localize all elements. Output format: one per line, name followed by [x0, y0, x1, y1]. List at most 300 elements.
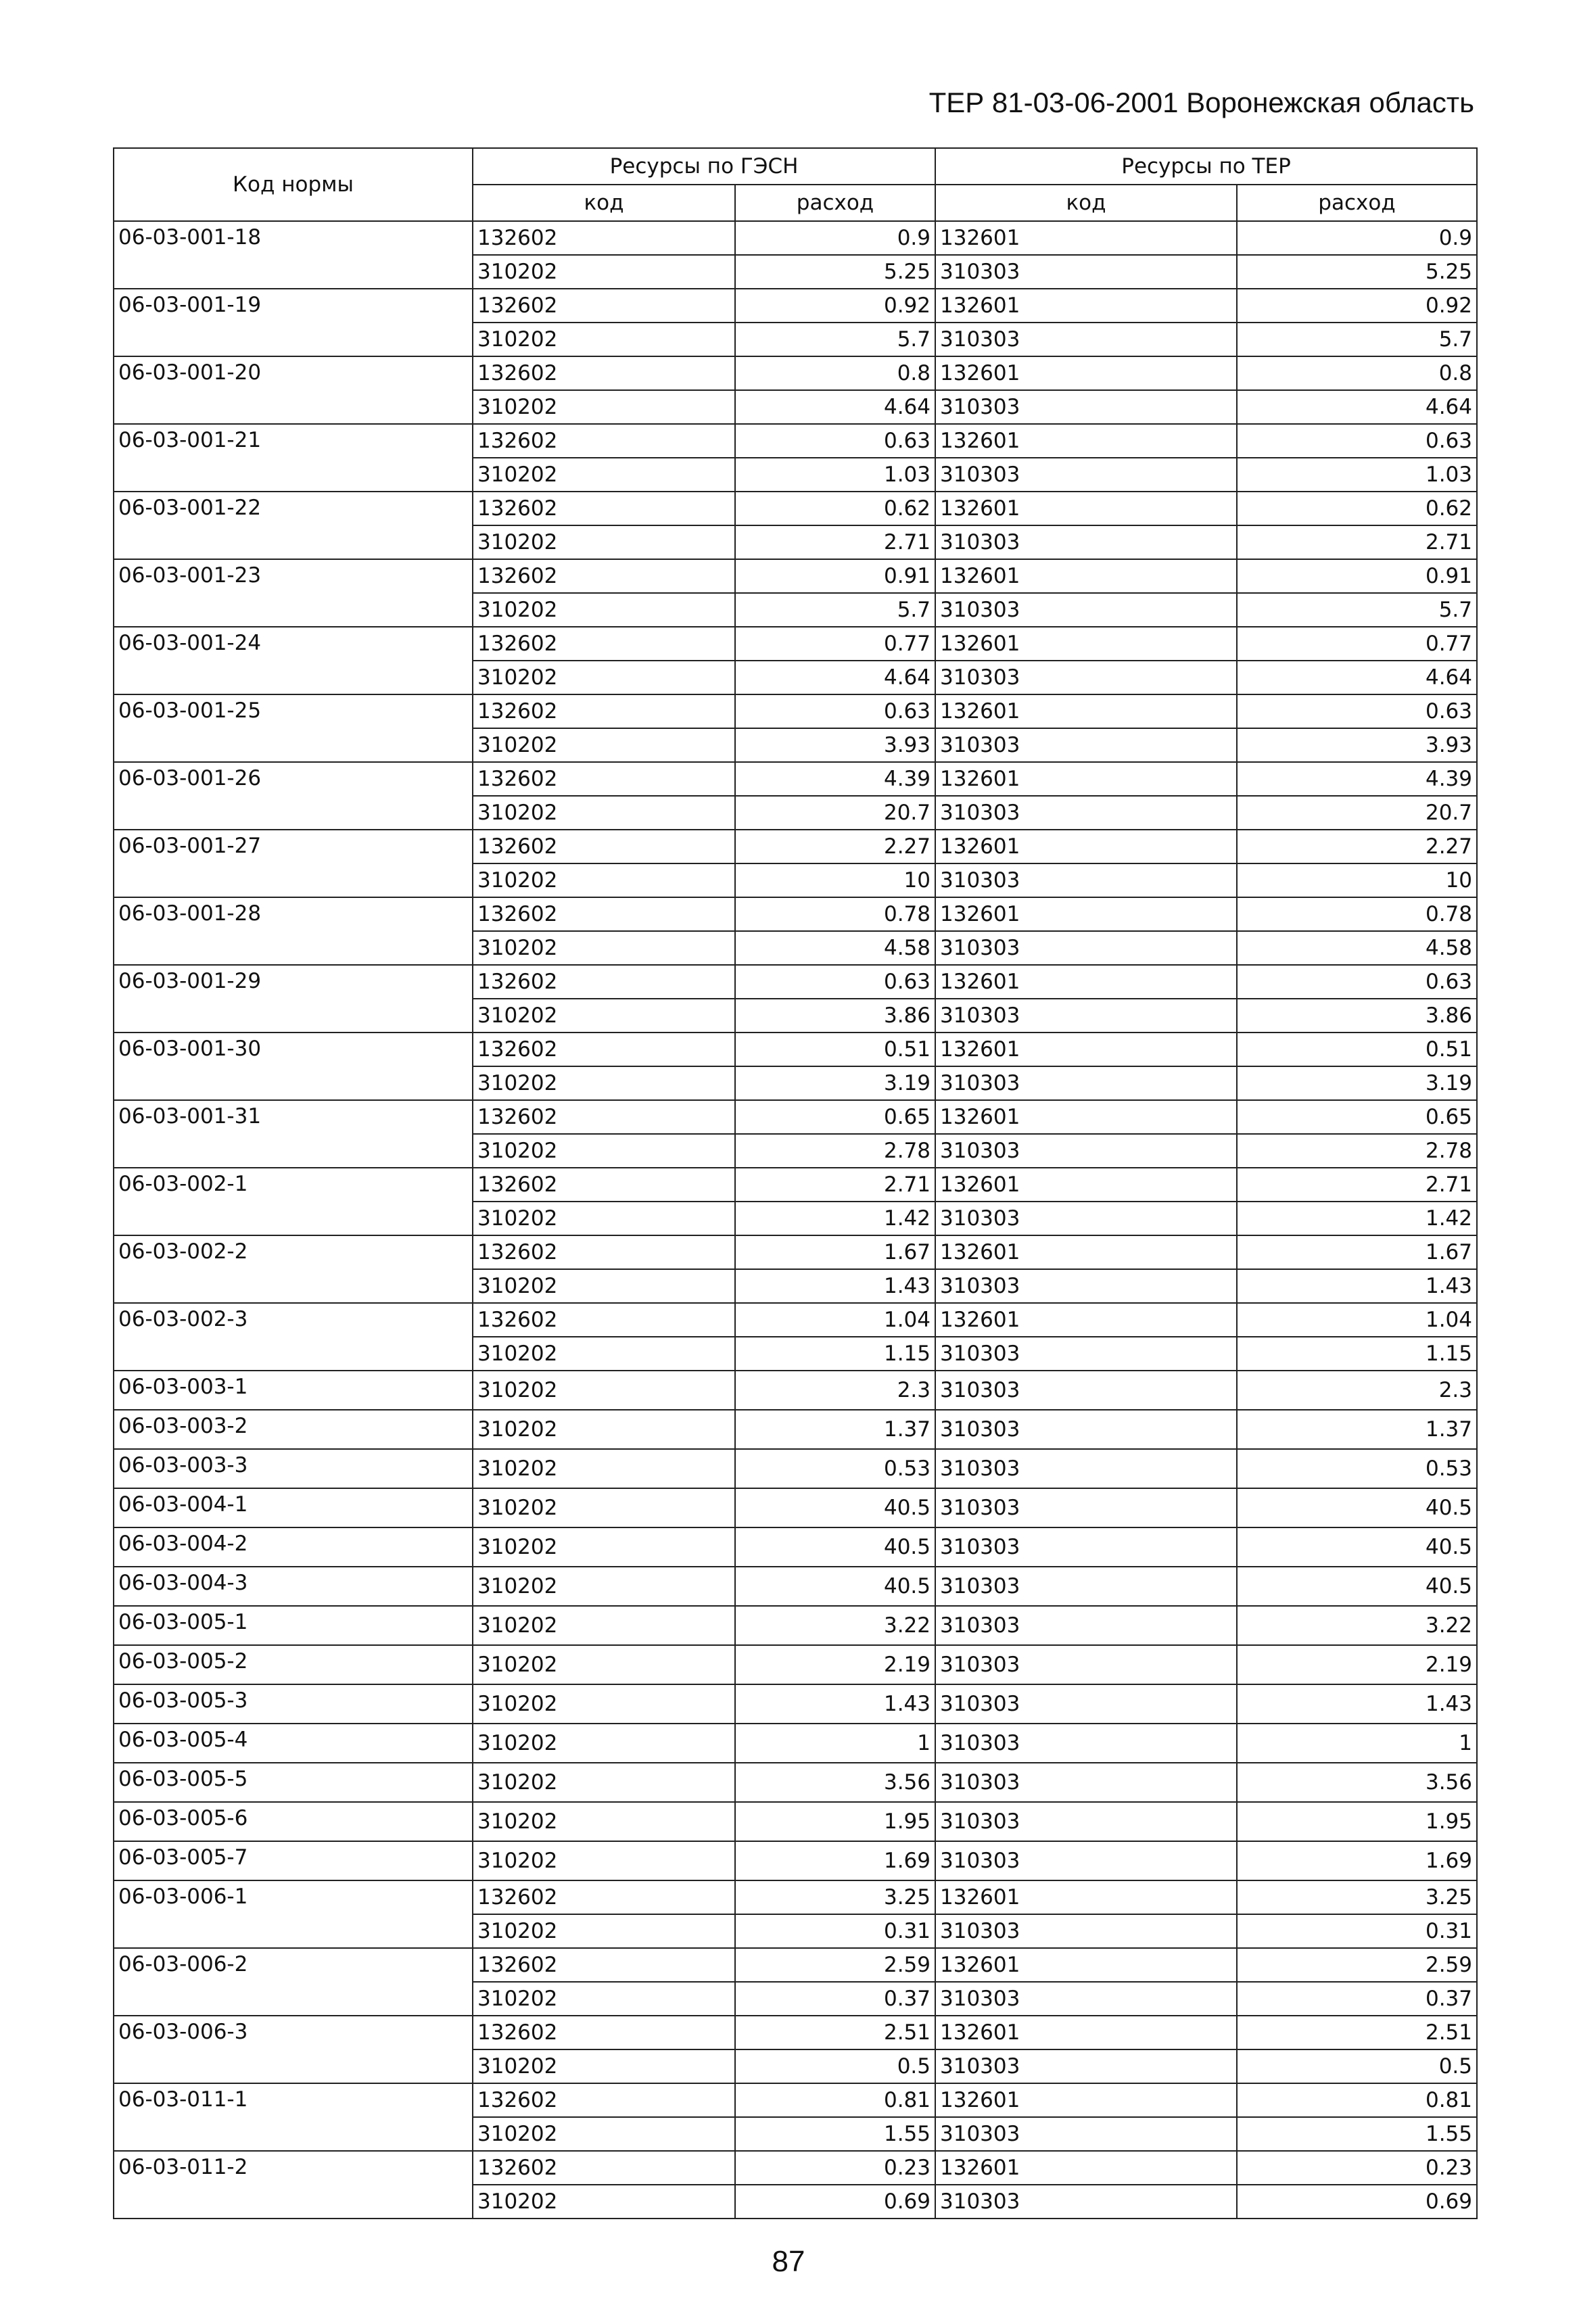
ter-code-cell: 132601 — [935, 1033, 1237, 1066]
gesn-code-cell: 132602 — [473, 627, 735, 661]
gesn-amount-cell: 3.19 — [735, 1066, 935, 1100]
ter-code-cell: 310303 — [935, 1269, 1237, 1303]
table-row — [114, 2083, 1477, 2117]
ter-amount-cell: 0.53 — [1237, 1449, 1477, 1488]
gesn-amount-cell: 0.65 — [735, 1100, 935, 1134]
gesn-code-cell: 310202 — [473, 661, 735, 694]
ter-amount-cell: 40.5 — [1237, 1488, 1477, 1527]
ter-amount-cell: 1.67 — [1237, 1235, 1477, 1269]
ter-code-cell: 310303 — [935, 525, 1237, 559]
page-number: 87 — [772, 2245, 805, 2278]
gesn-amount-cell: 2.51 — [735, 2016, 935, 2049]
gesn-code-cell: 310202 — [473, 2049, 735, 2083]
gesn-code-cell: 310202 — [473, 1202, 735, 1235]
ter-amount-cell: 0.91 — [1237, 559, 1477, 593]
gesn-amount-cell: 0.81 — [735, 2083, 935, 2117]
ter-code-cell: 310303 — [935, 1449, 1237, 1488]
gesn-amount-cell: 1.55 — [735, 2117, 935, 2151]
ter-amount-cell: 3.93 — [1237, 728, 1477, 762]
ter-code-cell: 132601 — [935, 2083, 1237, 2117]
header-norm-code: Код нормы — [114, 148, 473, 221]
norm-code-cell: 06-03-004-2 — [114, 1527, 473, 1567]
ter-code-cell: 310303 — [935, 1982, 1237, 2016]
ter-amount-cell: 4.64 — [1237, 661, 1477, 694]
gesn-code-cell: 132602 — [473, 2151, 735, 2185]
gesn-amount-cell: 3.86 — [735, 999, 935, 1033]
norm-code-cell: 06-03-005-4 — [114, 1724, 473, 1763]
ter-amount-cell: 1.15 — [1237, 1337, 1477, 1371]
ter-amount-cell: 1 — [1237, 1724, 1477, 1763]
norm-code-cell: 06-03-005-3 — [114, 1684, 473, 1724]
ter-code-cell: 310303 — [935, 1802, 1237, 1841]
gesn-amount-cell: 0.62 — [735, 492, 935, 525]
gesn-code-cell: 310202 — [473, 525, 735, 559]
gesn-code-cell: 132602 — [473, 424, 735, 458]
ter-amount-cell: 5.7 — [1237, 323, 1477, 356]
ter-code-cell: 132601 — [935, 559, 1237, 593]
ter-code-cell: 132601 — [935, 1948, 1237, 1982]
ter-code-cell: 310303 — [935, 1841, 1237, 1880]
ter-amount-cell: 0.78 — [1237, 897, 1477, 931]
ter-code-cell: 310303 — [935, 1724, 1237, 1763]
gesn-amount-cell: 4.39 — [735, 762, 935, 796]
gesn-amount-cell: 40.5 — [735, 1488, 935, 1527]
ter-amount-cell: 3.22 — [1237, 1606, 1477, 1645]
ter-code-cell: 310303 — [935, 728, 1237, 762]
table-row — [114, 1948, 1477, 1982]
ter-amount-cell: 0.62 — [1237, 492, 1477, 525]
gesn-code-cell: 310202 — [473, 593, 735, 627]
ter-code-cell: 310303 — [935, 796, 1237, 830]
gesn-amount-cell: 5.7 — [735, 593, 935, 627]
gesn-amount-cell: 0.63 — [735, 965, 935, 999]
norm-code-cell: 06-03-001-24 — [114, 627, 473, 694]
header-gesn-resources: Ресурсы по ГЭСН — [473, 148, 935, 185]
table-row — [114, 2151, 1477, 2185]
norm-code-cell: 06-03-003-3 — [114, 1449, 473, 1488]
ter-amount-cell: 2.3 — [1237, 1371, 1477, 1410]
ter-amount-cell: 1.43 — [1237, 1684, 1477, 1724]
ter-code-cell: 310303 — [935, 255, 1237, 289]
gesn-amount-cell: 1.03 — [735, 458, 935, 492]
gesn-code-cell: 132602 — [473, 1880, 735, 1914]
table-row — [114, 1488, 1477, 1527]
ter-amount-cell: 0.81 — [1237, 2083, 1477, 2117]
ter-code-cell: 132601 — [935, 1880, 1237, 1914]
table-row — [114, 762, 1477, 796]
table-row — [114, 2016, 1477, 2049]
gesn-amount-cell: 1.42 — [735, 1202, 935, 1235]
gesn-code-cell: 310202 — [473, 1134, 735, 1168]
ter-code-cell: 310303 — [935, 2185, 1237, 2219]
norm-code-cell: 06-03-001-19 — [114, 289, 473, 356]
gesn-amount-cell: 2.59 — [735, 1948, 935, 1982]
gesn-amount-cell: 0.8 — [735, 356, 935, 390]
ter-code-cell: 132601 — [935, 424, 1237, 458]
ter-code-cell: 310303 — [935, 1645, 1237, 1684]
gesn-amount-cell: 0.63 — [735, 424, 935, 458]
table-row — [114, 1100, 1477, 1134]
ter-amount-cell: 1.69 — [1237, 1841, 1477, 1880]
table-row — [114, 1235, 1477, 1269]
table-row — [114, 1763, 1477, 1802]
ter-amount-cell: 0.63 — [1237, 424, 1477, 458]
ter-amount-cell: 0.37 — [1237, 1982, 1477, 2016]
table-row — [114, 1527, 1477, 1567]
gesn-code-cell: 132602 — [473, 492, 735, 525]
gesn-code-cell: 132602 — [473, 221, 735, 255]
ter-code-cell: 132601 — [935, 830, 1237, 863]
ter-amount-cell: 20.7 — [1237, 796, 1477, 830]
ter-amount-cell: 0.63 — [1237, 694, 1477, 728]
table-row — [114, 1410, 1477, 1449]
norm-code-cell: 06-03-006-2 — [114, 1948, 473, 2016]
norm-code-cell: 06-03-001-27 — [114, 830, 473, 897]
gesn-code-cell: 310202 — [473, 1645, 735, 1684]
ter-code-cell: 310303 — [935, 1567, 1237, 1606]
gesn-amount-cell: 4.58 — [735, 931, 935, 965]
table-row — [114, 1802, 1477, 1841]
norm-code-cell: 06-03-002-3 — [114, 1303, 473, 1371]
header-ter-code: код — [935, 185, 1237, 221]
ter-code-cell: 310303 — [935, 1606, 1237, 1645]
ter-code-cell: 310303 — [935, 1066, 1237, 1100]
gesn-code-cell: 310202 — [473, 2117, 735, 2151]
norm-code-cell: 06-03-001-29 — [114, 965, 473, 1033]
table-body — [114, 221, 1477, 2219]
ter-amount-cell: 4.39 — [1237, 762, 1477, 796]
ter-amount-cell: 0.9 — [1237, 221, 1477, 255]
ter-amount-cell: 5.25 — [1237, 255, 1477, 289]
table-row — [114, 1303, 1477, 1337]
gesn-code-cell: 132602 — [473, 1100, 735, 1134]
gesn-code-cell: 310202 — [473, 1684, 735, 1724]
ter-amount-cell: 0.23 — [1237, 2151, 1477, 2185]
norm-code-cell: 06-03-011-2 — [114, 2151, 473, 2219]
table-row — [114, 965, 1477, 999]
gesn-code-cell: 310202 — [473, 1982, 735, 2016]
ter-code-cell: 132601 — [935, 1303, 1237, 1337]
ter-amount-cell: 1.55 — [1237, 2117, 1477, 2151]
table-row — [114, 1645, 1477, 1684]
gesn-amount-cell: 1.69 — [735, 1841, 935, 1880]
gesn-code-cell: 310202 — [473, 1724, 735, 1763]
ter-amount-cell: 5.7 — [1237, 593, 1477, 627]
norm-code-cell: 06-03-001-18 — [114, 221, 473, 289]
ter-amount-cell: 2.51 — [1237, 2016, 1477, 2049]
norm-code-cell: 06-03-003-1 — [114, 1371, 473, 1410]
gesn-code-cell: 132602 — [473, 965, 735, 999]
gesn-amount-cell: 3.22 — [735, 1606, 935, 1645]
gesn-amount-cell: 1.15 — [735, 1337, 935, 1371]
ter-code-cell: 310303 — [935, 1202, 1237, 1235]
gesn-code-cell: 132602 — [473, 2083, 735, 2117]
gesn-amount-cell: 1.04 — [735, 1303, 935, 1337]
ter-amount-cell: 1.43 — [1237, 1269, 1477, 1303]
gesn-amount-cell: 4.64 — [735, 661, 935, 694]
ter-code-cell: 132601 — [935, 762, 1237, 796]
document-title: ТЕР 81-03-06-2001 Воронежская область — [928, 87, 1474, 118]
gesn-code-cell: 132602 — [473, 830, 735, 863]
gesn-amount-cell: 3.56 — [735, 1763, 935, 1802]
ter-code-cell: 310303 — [935, 1763, 1237, 1802]
gesn-code-cell: 310202 — [473, 1066, 735, 1100]
table-row — [114, 1168, 1477, 1202]
ter-code-cell: 310303 — [935, 931, 1237, 965]
gesn-amount-cell: 0.5 — [735, 2049, 935, 2083]
gesn-code-cell: 310202 — [473, 1269, 735, 1303]
table-row — [114, 1684, 1477, 1724]
gesn-code-cell: 132602 — [473, 1168, 735, 1202]
norm-code-cell: 06-03-002-2 — [114, 1235, 473, 1303]
ter-amount-cell: 0.69 — [1237, 2185, 1477, 2219]
ter-code-cell: 310303 — [935, 1337, 1237, 1371]
norm-code-cell: 06-03-001-25 — [114, 694, 473, 762]
gesn-amount-cell: 1.43 — [735, 1684, 935, 1724]
ter-code-cell: 310303 — [935, 1527, 1237, 1567]
gesn-code-cell: 310202 — [473, 1449, 735, 1488]
gesn-amount-cell: 4.64 — [735, 390, 935, 424]
ter-code-cell: 310303 — [935, 1371, 1237, 1410]
ter-code-cell: 132601 — [935, 694, 1237, 728]
ter-code-cell: 132601 — [935, 492, 1237, 525]
norm-code-cell: 06-03-003-2 — [114, 1410, 473, 1449]
ter-code-cell: 310303 — [935, 1134, 1237, 1168]
ter-code-cell: 310303 — [935, 1410, 1237, 1449]
ter-code-cell: 310303 — [935, 593, 1237, 627]
norm-code-cell: 06-03-001-23 — [114, 559, 473, 627]
gesn-code-cell: 310202 — [473, 728, 735, 762]
ter-amount-cell: 0.65 — [1237, 1100, 1477, 1134]
ter-code-cell: 310303 — [935, 661, 1237, 694]
table-row — [114, 1880, 1477, 1914]
ter-code-cell: 310303 — [935, 999, 1237, 1033]
table-row — [114, 424, 1477, 458]
norm-code-cell: 06-03-005-5 — [114, 1763, 473, 1802]
ter-amount-cell: 0.8 — [1237, 356, 1477, 390]
ter-amount-cell: 0.51 — [1237, 1033, 1477, 1066]
gesn-code-cell: 310202 — [473, 390, 735, 424]
table-row — [114, 1567, 1477, 1606]
ter-amount-cell: 1.04 — [1237, 1303, 1477, 1337]
table-row — [114, 356, 1477, 390]
ter-amount-cell: 1.42 — [1237, 1202, 1477, 1235]
gesn-code-cell: 310202 — [473, 999, 735, 1033]
gesn-code-cell: 132602 — [473, 559, 735, 593]
header-gesn-code: код — [473, 185, 735, 221]
norm-code-cell: 06-03-001-30 — [114, 1033, 473, 1100]
gesn-code-cell: 132602 — [473, 289, 735, 323]
table-row — [114, 694, 1477, 728]
ter-amount-cell: 2.27 — [1237, 830, 1477, 863]
norm-code-cell: 06-03-005-2 — [114, 1645, 473, 1684]
norm-code-cell: 06-03-005-6 — [114, 1802, 473, 1841]
gesn-code-cell: 310202 — [473, 1841, 735, 1880]
gesn-amount-cell: 1.43 — [735, 1269, 935, 1303]
ter-amount-cell: 0.31 — [1237, 1914, 1477, 1948]
ter-amount-cell: 2.59 — [1237, 1948, 1477, 1982]
gesn-amount-cell: 1 — [735, 1724, 935, 1763]
norm-code-cell: 06-03-005-1 — [114, 1606, 473, 1645]
ter-code-cell: 132601 — [935, 2151, 1237, 2185]
gesn-amount-cell: 0.9 — [735, 221, 935, 255]
table-row — [114, 1449, 1477, 1488]
gesn-code-cell: 310202 — [473, 931, 735, 965]
table-row — [114, 627, 1477, 661]
gesn-code-cell: 310202 — [473, 1567, 735, 1606]
gesn-code-cell: 310202 — [473, 255, 735, 289]
gesn-amount-cell: 0.63 — [735, 694, 935, 728]
gesn-code-cell: 310202 — [473, 323, 735, 356]
gesn-code-cell: 310202 — [473, 796, 735, 830]
table-row — [114, 559, 1477, 593]
gesn-amount-cell: 2.27 — [735, 830, 935, 863]
ter-code-cell: 310303 — [935, 1684, 1237, 1724]
gesn-code-cell: 132602 — [473, 694, 735, 728]
ter-amount-cell: 1.37 — [1237, 1410, 1477, 1449]
gesn-code-cell: 310202 — [473, 863, 735, 897]
table-row — [114, 1724, 1477, 1763]
ter-code-cell: 132601 — [935, 221, 1237, 255]
ter-code-cell: 132601 — [935, 965, 1237, 999]
gesn-amount-cell: 1.95 — [735, 1802, 935, 1841]
ter-code-cell: 310303 — [935, 323, 1237, 356]
ter-amount-cell: 3.19 — [1237, 1066, 1477, 1100]
ter-amount-cell: 10 — [1237, 863, 1477, 897]
ter-code-cell: 132601 — [935, 2016, 1237, 2049]
norm-code-cell: 06-03-006-3 — [114, 2016, 473, 2083]
gesn-code-cell: 310202 — [473, 2185, 735, 2219]
gesn-code-cell: 310202 — [473, 1802, 735, 1841]
table-row — [114, 221, 1477, 255]
table-row — [114, 289, 1477, 323]
gesn-code-cell: 132602 — [473, 1303, 735, 1337]
table-row — [114, 1371, 1477, 1410]
ter-amount-cell: 2.71 — [1237, 525, 1477, 559]
gesn-amount-cell: 5.7 — [735, 323, 935, 356]
header-gesn-amount: расход — [735, 185, 935, 221]
gesn-amount-cell: 1.67 — [735, 1235, 935, 1269]
ter-code-cell: 310303 — [935, 390, 1237, 424]
ter-code-cell: 132601 — [935, 1235, 1237, 1269]
ter-code-cell: 310303 — [935, 458, 1237, 492]
norm-code-cell: 06-03-001-22 — [114, 492, 473, 559]
ter-amount-cell: 0.5 — [1237, 2049, 1477, 2083]
gesn-code-cell: 310202 — [473, 1914, 735, 1948]
resources-table — [113, 147, 1478, 2219]
gesn-amount-cell: 3.25 — [735, 1880, 935, 1914]
gesn-amount-cell: 0.53 — [735, 1449, 935, 1488]
gesn-code-cell: 132602 — [473, 1948, 735, 1982]
gesn-amount-cell: 0.78 — [735, 897, 935, 931]
gesn-amount-cell: 5.25 — [735, 255, 935, 289]
gesn-amount-cell: 0.23 — [735, 2151, 935, 2185]
gesn-amount-cell: 3.93 — [735, 728, 935, 762]
gesn-amount-cell: 2.78 — [735, 1134, 935, 1168]
gesn-amount-cell: 40.5 — [735, 1567, 935, 1606]
gesn-code-cell: 310202 — [473, 1337, 735, 1371]
gesn-code-cell: 310202 — [473, 1527, 735, 1567]
gesn-code-cell: 132602 — [473, 356, 735, 390]
gesn-code-cell: 310202 — [473, 1371, 735, 1410]
norm-code-cell: 06-03-001-20 — [114, 356, 473, 424]
norm-code-cell: 06-03-006-1 — [114, 1880, 473, 1948]
table-header — [114, 148, 1477, 221]
ter-amount-cell: 1.95 — [1237, 1802, 1477, 1841]
ter-amount-cell: 2.71 — [1237, 1168, 1477, 1202]
gesn-amount-cell: 0.31 — [735, 1914, 935, 1948]
gesn-amount-cell: 2.71 — [735, 1168, 935, 1202]
gesn-code-cell: 310202 — [473, 1488, 735, 1527]
ter-amount-cell: 0.77 — [1237, 627, 1477, 661]
gesn-code-cell: 310202 — [473, 458, 735, 492]
ter-amount-cell: 3.56 — [1237, 1763, 1477, 1802]
gesn-amount-cell: 20.7 — [735, 796, 935, 830]
ter-amount-cell: 2.19 — [1237, 1645, 1477, 1684]
ter-amount-cell: 4.64 — [1237, 390, 1477, 424]
gesn-amount-cell: 0.51 — [735, 1033, 935, 1066]
gesn-code-cell: 310202 — [473, 1410, 735, 1449]
ter-code-cell: 132601 — [935, 1168, 1237, 1202]
norm-code-cell: 06-03-005-7 — [114, 1841, 473, 1880]
gesn-amount-cell: 40.5 — [735, 1527, 935, 1567]
ter-code-cell: 310303 — [935, 1488, 1237, 1527]
norm-code-cell: 06-03-001-31 — [114, 1100, 473, 1168]
header-ter-resources: Ресурсы по ТЕР — [935, 148, 1477, 185]
ter-code-cell: 132601 — [935, 627, 1237, 661]
norm-code-cell: 06-03-011-1 — [114, 2083, 473, 2151]
table-row — [114, 492, 1477, 525]
ter-amount-cell: 40.5 — [1237, 1567, 1477, 1606]
ter-code-cell: 310303 — [935, 1914, 1237, 1948]
gesn-amount-cell: 0.37 — [735, 1982, 935, 2016]
gesn-code-cell: 132602 — [473, 2016, 735, 2049]
ter-code-cell: 310303 — [935, 2049, 1237, 2083]
ter-amount-cell: 1.03 — [1237, 458, 1477, 492]
gesn-amount-cell: 0.77 — [735, 627, 935, 661]
ter-amount-cell: 3.25 — [1237, 1880, 1477, 1914]
gesn-code-cell: 132602 — [473, 897, 735, 931]
ter-code-cell: 132601 — [935, 289, 1237, 323]
norm-code-cell: 06-03-004-3 — [114, 1567, 473, 1606]
table-row — [114, 1033, 1477, 1066]
gesn-code-cell: 132602 — [473, 1235, 735, 1269]
ter-amount-cell: 0.92 — [1237, 289, 1477, 323]
table-row — [114, 1606, 1477, 1645]
gesn-amount-cell: 2.3 — [735, 1371, 935, 1410]
ter-code-cell: 310303 — [935, 863, 1237, 897]
gesn-code-cell: 132602 — [473, 1033, 735, 1066]
table-row — [114, 830, 1477, 863]
ter-amount-cell: 4.58 — [1237, 931, 1477, 965]
table-row — [114, 897, 1477, 931]
gesn-amount-cell: 0.91 — [735, 559, 935, 593]
gesn-amount-cell: 2.19 — [735, 1645, 935, 1684]
gesn-code-cell: 310202 — [473, 1606, 735, 1645]
table-row — [114, 1841, 1477, 1880]
gesn-code-cell: 132602 — [473, 762, 735, 796]
ter-code-cell: 310303 — [935, 2117, 1237, 2151]
norm-code-cell: 06-03-001-28 — [114, 897, 473, 965]
ter-amount-cell: 40.5 — [1237, 1527, 1477, 1567]
norm-code-cell: 06-03-004-1 — [114, 1488, 473, 1527]
norm-code-cell: 06-03-001-26 — [114, 762, 473, 830]
ter-code-cell: 132601 — [935, 1100, 1237, 1134]
ter-amount-cell: 3.86 — [1237, 999, 1477, 1033]
gesn-amount-cell: 10 — [735, 863, 935, 897]
norm-code-cell: 06-03-001-21 — [114, 424, 473, 492]
ter-code-cell: 132601 — [935, 897, 1237, 931]
